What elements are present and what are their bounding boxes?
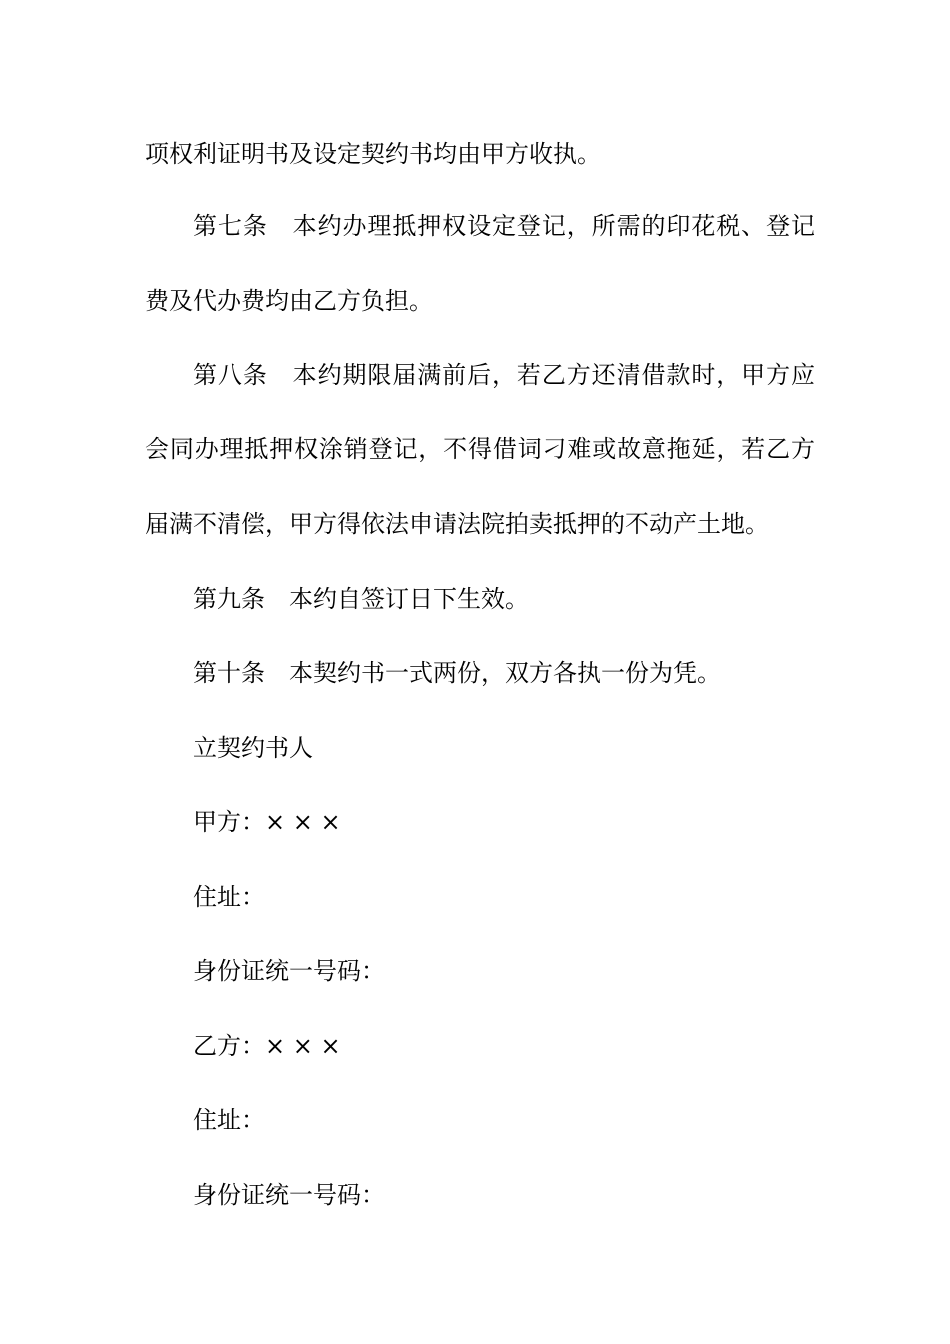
party-b-id-number: 身份证统一号码： — [193, 1181, 385, 1209]
party-b-name: 乙方：× × × — [193, 1032, 341, 1060]
party-a-address: 住址： — [193, 883, 265, 911]
clause-7-line-2: 费及代办费均由乙方负担。 — [145, 287, 433, 315]
clause-8-line-2: 会同办理抵押权涂销登记，不得借词刁难或故意拖延，若乙方 — [145, 435, 815, 463]
clause-8-line-3: 届满不清偿，甲方得依法申请法院拍卖抵押的不动产土地。 — [145, 510, 769, 538]
clause-7-line-1: 第七条 本约办理抵押权设定登记，所需的印花税、登记 — [193, 212, 815, 240]
clause-10: 第十条 本契约书一式两份，双方各执一份为凭。 — [193, 659, 721, 687]
party-a-name: 甲方：× × × — [193, 808, 341, 836]
clause-9: 第九条 本约自签订日下生效。 — [193, 585, 529, 613]
clause-6-continuation: 项权利证明书及设定契约书均由甲方收执。 — [145, 140, 601, 168]
party-a-id-number: 身份证统一号码： — [193, 957, 385, 985]
party-b-address: 住址： — [193, 1106, 265, 1134]
clause-8-line-1: 第八条 本约期限届满前后，若乙方还清借款时，甲方应 — [193, 361, 815, 389]
signatories-heading: 立契约书人 — [193, 734, 313, 762]
